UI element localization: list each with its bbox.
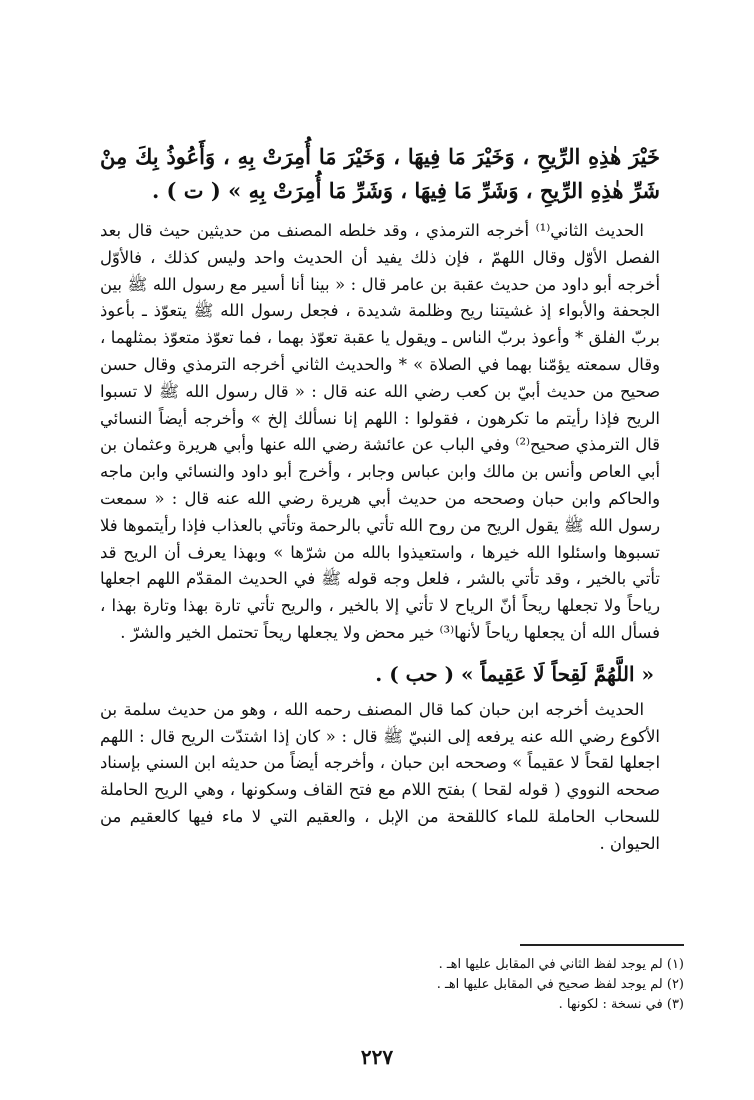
second-hadith-commentary-paragraph: الحديث أخرجه ابن حبان كما قال المصنف رحمه الله ، وهو من حديث سلمة بن الأكوع رضي الله عنه يرفعه إلى النبيّ ﷺ قال : « كان إذا اشتدّت الريح قال : اللهم اجعلها لقحاً لا عقيماً » وصححه ابن حبان ، وأخرجه أيضاً من حديثه ابن السني بإسناد صححه النووي ( قوله لقحا ) بفتح اللام مع فتح القاف وسكونها ، وهي الريح الحاملة للسحاب الحاملة للماء كاللقحة من الإبل ، والعقيم التي لا ماء فيها كالعقيم من الحيوان .: [100, 699, 660, 853]
footnote-1: (١) لم يوجد لفظ الثاني في المقابل عليها اهـ .: [438, 957, 684, 972]
footnote-divider: [520, 944, 684, 946]
section-heading: « اللَّهُمَّ لَقِحاً لَا عَقِيماً » ( حب ) .: [375, 661, 654, 686]
footnote-2: (٢) لم يوجد لفظ صحيح في المقابل عليها اهـ .: [436, 977, 684, 992]
footnote-3: (٣) في نسخة : لكونها .: [558, 997, 684, 1012]
page-number: ٢٢٧: [360, 1045, 394, 1069]
opening-supplication: خَيْرَ هٰذِهِ الرِّيحِ ، وَخَيْرَ مَا فِيهَا ، وَخَيْرَ مَا أُمِرَتْ بِهِ ، وَأَعُوذُ بِكَ مِنْ شَرِّ هٰذِهِ الرِّيحِ ، وَشَرِّ مَا فِيهَا ، وَشَرِّ مَا أُمِرَتْ بِهِ » ( ت ) .: [100, 144, 660, 203]
main-text-block: [100, 140, 660, 858]
footnotes: [100, 955, 684, 1015]
hadith-commentary-paragraph: الحديث الثاني⁽¹⁾ أخرجه الترمذي ، وقد خلطه المصنف من حديثين حيث قال بعد الفصل الأوّل وقال اللهمّ ، فإن ذلك يفيد أن الحديث واحد وليس كذلك ، فالأوّل أخرجه أبو داود من حديث عقبة بن عامر قال : « بينا أنا أسير مع رسول الله ﷺ بين الجحفة والأبواء إذ غشيتنا ريح وظلمة شديدة ، فجعل رسول الله ﷺ يتعوّذ ـ بأعوذ بربّ الفلق * وأعوذ بربّ الناس ـ ويقول يا عقبة تعوّذ بهما ، فما تعوّذ متعوّذ بمثلهما ، وقال سمعته يؤمّنا بهما في الصلاة » * والحديث الثاني أخرجه الترمذي وقال حسن صحيح من حديث أبيّ بن كعب رضي الله عنه قال : « قال رسول الله ﷺ لا تسبوا الريح فإذا رأيتم ما تكرهون ، فقولوا : اللهم إنا نسألك إلخ » وأخرجه أيضاً النسائي قال الترمذي صحيح⁽²⁾ وفي الباب عن عائشة رضي الله عنها وأبي هريرة وعثمان بن أبي العاص وأنس بن مالك وابن عباس وجابر ، وأخرج أبو داود والنسائي وابن ماجه والحاكم وابن حبان وصححه من حديث أبي هريرة رضي الله عنه قال : « سمعت رسول الله ﷺ يقول الريح من روح الله تأتي بالرحمة وتأتي بالعذاب فإذا رأيتموها فلا تسبوها واسئلوا الله خيرها ، واستعيذوا بالله من شرّها » وبهذا يعرف أن الريح قد تأتي بالخير ، وقد تأتي بالشر ، فلعل وجه قوله ﷺ في الحديث المقدّم اللهم اجعلها رياحاً ولا تجعلها ريحاً أنّ الرياح لا تأتي إلا بالخير ، والريح تأتي تارة بهذا وتارة بهذا ، فسأل الله أن يجعلها رياحاً لأنها⁽³⁾ خير محض ولا يجعلها ريحاً تحتمل الخير والشرّ .: [100, 221, 660, 642]
